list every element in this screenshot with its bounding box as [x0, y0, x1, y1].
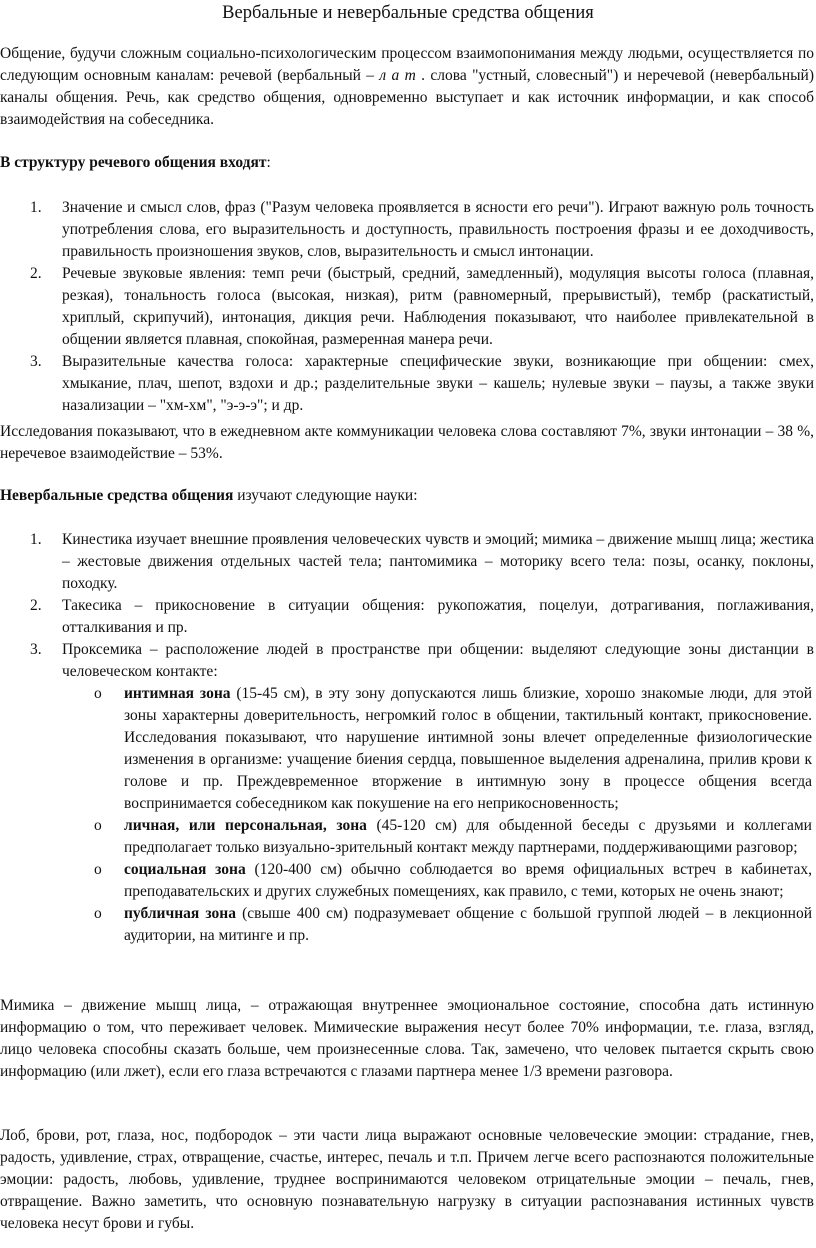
item-number: 1. [30, 199, 42, 216]
item-number: 2. [30, 265, 42, 282]
zone-item [0, 815, 814, 859]
speech-heading-bold: В структуру речевого общения входят [0, 154, 267, 171]
speech-list-item [0, 263, 814, 351]
intro-lat: л а т [379, 67, 416, 84]
mimika-text: Мимика – движение мышц лица, – отражающая внутреннее эмоциональное состояние, способна дать истинную информацию о том, что переживает человек. Мимические выражения несут более 70% информации, т.е. глаза, взгляд, лицо человека способны сказать больше, чем произнесенные слова. Так, замечено, что человек пытается скрыть свою информацию (или лжет), если его глаза встречаются с глазами партнера менее 1/3 времени разговора. [0, 997, 814, 1080]
zone-name: публичная зона [124, 905, 236, 922]
nonverbal-heading [0, 485, 814, 507]
research-text: Исследования показывают, что в ежедневном акте коммуникации человека слова составляют 7%, звуки интонации – 38 %, неречевое взаимодействие – 53%. [0, 423, 814, 462]
nonverbal-list-item [0, 595, 814, 639]
document-title: Вербальные и невербальные средства общения [222, 3, 594, 23]
zone-name: личная, или персональная, зона [124, 817, 367, 834]
zone-name: социальная зона [124, 861, 246, 878]
item-number: 1. [30, 531, 42, 548]
item-text: Выразительные качества голоса: характерные специфические звуки, возникающие при общении: смех, хмыкание, плач, шепот, вздохи и др.; разделительные звуки – кашель; нулевые звуки – паузы, а также звуки назализации – "хм-хм", "э-э-э"; и др. [62, 353, 814, 414]
nonverbal-list [0, 529, 814, 947]
zone-description: (45-120 см) для обыденной беседы с друзьями и коллегами предполагает только визуально-зрительный контакт между партнерами, поддерживающими разговор; [124, 817, 812, 856]
mimika-paragraph [0, 995, 814, 1083]
speech-list-item [0, 351, 814, 417]
intro-text-after: . слова "устный, словесный") и неречевой (невербальный) каналы общения. Речь, как средство общения, одновременно выступает и как источник информации, и как способ взаимодействия на собеседника. [0, 67, 815, 128]
zone-description: (свыше 400 см) подразумевает общение с большой группой людей – в лекционной аудитории, на митинге и пр. [124, 905, 813, 944]
speech-structure-heading [0, 152, 814, 174]
item-number: 3. [30, 353, 42, 370]
speech-list-item [0, 197, 814, 263]
circle-bullet-icon: o [94, 817, 102, 834]
zone-description: (15-45 см), в эту зону допускаются лишь близкие, хорошо знакомые люди, для этой зоны характерны доверительность, негромкий голос в общении, тактильный контакт, прикосновение. Исследования показывают, что нарушение интимной зоны влечет определенные физиологические изменения в организме: учащение биения сердца, повышенное выделения адреналина, прилив крови к голове и пр. Преждевременное вторжение в интимную зону в процессе общения всегда воспринимается собеседником как покушение на его неприкосновенность; [124, 685, 812, 812]
face-text: Лоб, брови, рот, глаза, нос, подбородок – эти части лица выражают основные человеческие эмоции: страдание, гнев, радость, удивление, страх, отвращение, счастье, интерес, печаль и т.п. Причем легче всего распознаются положительные эмоции: радость, любовь, удивление, труднее воспринимаются человеком отрицательные эмоции – печаль, гнев, отвращение. Важно заметить, что основную познавательную нагрузку в ситуации распознавания истинных чувств человека несут брови и губы. [0, 1127, 814, 1232]
circle-bullet-icon: o [94, 861, 102, 878]
zone-description: (120-400 см) обычно соблюдается во время официальных встреч в кабинетах, преподавательских и других служебных помещениях, как правило, с теми, которых не очень знают; [124, 861, 813, 900]
nonverbal-list-item [0, 529, 814, 595]
circle-bullet-icon: o [94, 905, 102, 922]
circle-bullet-icon: o [94, 685, 102, 702]
face-paragraph [0, 1125, 814, 1235]
intro-paragraph [0, 43, 814, 131]
zone-item [0, 683, 814, 815]
nonverbal-heading-bold: Невербальные средства общения [0, 487, 234, 504]
item-text: Проксемика – расположение людей в пространстве при общении: выделяют следующие зоны дистанции в человеческом контакте: [62, 641, 814, 680]
nonverbal-list-item [0, 639, 814, 947]
speech-heading-rest: : [266, 154, 271, 171]
research-paragraph [0, 421, 814, 465]
item-text: Такесика – прикосновение в ситуации общения: рукопожатия, поцелуи, дотрагивания, поглаживания, отталкивания и пр. [62, 597, 814, 636]
zones-list [0, 683, 814, 947]
zone-item [0, 903, 814, 947]
zone-item [0, 859, 814, 903]
item-number: 2. [30, 597, 42, 614]
item-text: Кинестика изучает внешние проявления человеческих чувств и эмоций; мимика – движение мышц лица; жестика – жестовые движения отдельных частей тела; пантомимика – моторику всего тела: позы, осанку, поклоны, походку. [62, 531, 814, 592]
item-text: Речевые звуковые явления: темп речи (быстрый, средний, замедленный), модуляция высоты голоса (плавная, резкая), тональность голоса (высокая, низкая), ритм (равномерный, прерывистый), тембр (раскатистый, хриплый, скрипучий), интонация, дикция речи. Наблюдения показывают, что наиболее привлекательной в общении является плавная, спокойная, размеренная манера речи. [62, 265, 814, 348]
item-number: 3. [30, 641, 42, 658]
item-text: Значение и смысл слов, фраз ("Разум человека проявляется в ясности его речи"). Играют важную роль точность употребления слова, его выразительность и доступность, правильность построения фразы и ее доходчивость, правильность произношения звуков, слов, выразительность и смысл интонации. [62, 199, 814, 260]
intro-text-before: Общение, будучи сложным социально-психологическим процессом взаимопонимания между людьми, осуществляется по следующим основным каналам: речевой (вербальный – [0, 45, 814, 84]
speech-list [0, 197, 814, 417]
nonverbal-heading-rest: изучают следующие науки: [233, 487, 418, 504]
zone-name: интимная зона [124, 685, 231, 702]
